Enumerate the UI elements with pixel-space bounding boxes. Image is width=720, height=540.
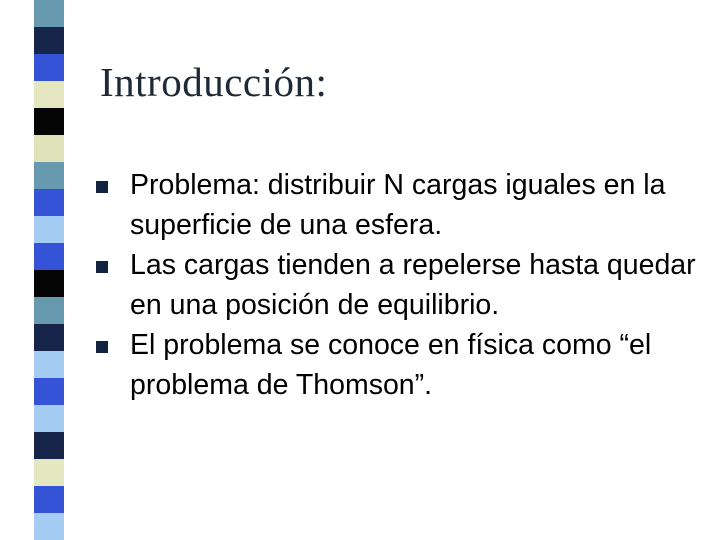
- stripe-block: [34, 405, 64, 432]
- bullet-item: [96, 325, 716, 405]
- bullet-square-icon: [96, 181, 108, 193]
- stripe-block: [34, 135, 64, 162]
- bullet-text: El problema se conoce en física como “el problema de Thomson”.: [130, 329, 652, 401]
- bullet-text: Las cargas tienden a repelerse hasta quedar en una posición de equilibrio.: [130, 249, 696, 321]
- stripe-block: [34, 81, 64, 108]
- stripe-block: [34, 486, 64, 513]
- stripe-block: [34, 270, 64, 297]
- stripe-block: [34, 189, 64, 216]
- stripe-block: [34, 162, 64, 189]
- bullet-square-icon: [96, 341, 108, 353]
- bullet-text: Problema: distribuir N cargas iguales en la superficie de una esfera.: [130, 169, 666, 241]
- stripe-block: [34, 351, 64, 378]
- stripe-block: [34, 243, 64, 270]
- stripe-block: [34, 108, 64, 135]
- stripe-block: [34, 27, 64, 54]
- bullet-square-icon: [96, 261, 108, 273]
- stripe-block: [34, 0, 64, 27]
- decorative-stripe: [34, 0, 64, 540]
- bullet-item: [96, 165, 716, 245]
- stripe-block: [34, 297, 64, 324]
- stripe-block: [34, 216, 64, 243]
- stripe-block: [34, 459, 64, 486]
- stripe-block: [34, 324, 64, 351]
- stripe-block: [34, 513, 64, 540]
- stripe-block: [34, 432, 64, 459]
- stripe-block: [34, 378, 64, 405]
- bullet-list: [96, 165, 716, 405]
- slide-title: Introducción:: [100, 59, 328, 105]
- stripe-block: [34, 54, 64, 81]
- bullet-item: [96, 245, 716, 325]
